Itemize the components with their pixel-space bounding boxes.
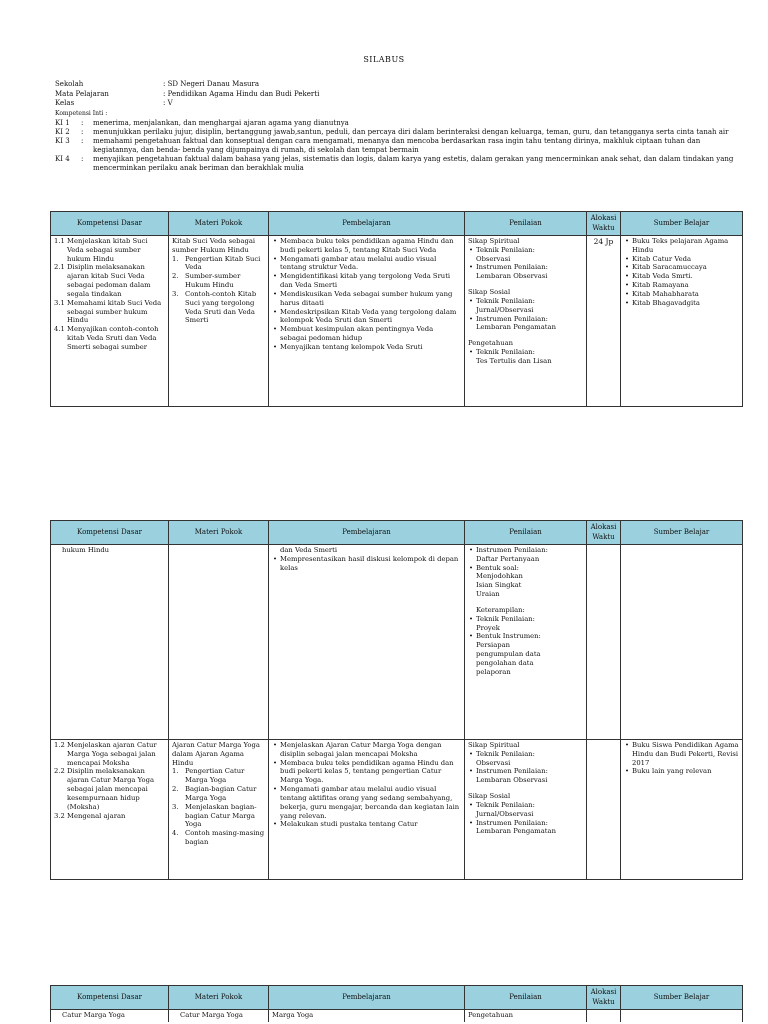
kd-item [54, 767, 165, 811]
list-item: • Kitab Bhagavadgita [624, 299, 739, 308]
cell-pembelajaran [269, 236, 465, 407]
kd-text: Catur Marga Yoga [62, 1011, 125, 1019]
ki-row [55, 128, 735, 137]
kd-text: Menjelaskan kitab Suci Veda sebagai sumber hukum Hindu [67, 237, 148, 263]
cell-alokasi-waktu [587, 1010, 621, 1022]
table-row [51, 1010, 743, 1022]
mp-text: Catur Marga Yoga [180, 1011, 243, 1019]
list-item [468, 615, 583, 633]
pn-heading: Keterampilan: [476, 605, 525, 614]
syllabus-table-1 [50, 211, 743, 407]
list-item: • Mendiskusikan Veda sebagai sumber hukum yang harus ditaati [272, 290, 461, 308]
list-item [468, 246, 583, 264]
list-item [468, 632, 583, 676]
list-item: • Mengamati gambar atau melalui audio visual tentang struktur Veda. [272, 255, 461, 273]
pn-list [468, 348, 583, 366]
list-item: • Membaca buku teks pendidikan agama Hindu dan budi pekerti kelas 5, tentang pengertian Catur Marga Yoga. [272, 759, 461, 785]
info-row-school [55, 80, 735, 90]
info-value: : V [163, 99, 173, 107]
pn-value: Uraian [476, 590, 500, 599]
list-item: • Buku lain yang relevan [624, 767, 739, 776]
cell-kompetensi-dasar [51, 740, 169, 880]
header-materi-pokok: Materi Pokok [169, 212, 269, 236]
list-item [468, 315, 583, 333]
kd-num: 1.2 [54, 741, 65, 749]
mp-num: 1. [172, 254, 179, 263]
mp-item [172, 803, 265, 829]
page-title: SILABUS [363, 55, 405, 64]
table-row [51, 545, 743, 740]
cell-penilaian [465, 740, 587, 880]
header-alokasi-waktu: Alokasi Waktu [587, 986, 621, 1010]
pn-heading: Pengetahuan [468, 339, 514, 348]
pb-continued: dan Veda Smerti [280, 546, 338, 554]
cell-pembelajaran [269, 545, 465, 740]
mp-num: 4. [172, 829, 179, 838]
list-item: • Membaca buku teks pendidikan agama Hindu dan budi pekerti kelas 5, tentang Kitab Suci Veda [272, 237, 461, 255]
pn-value: Menjodohkan [476, 572, 523, 581]
header-materi-pokok: Materi Pokok [169, 521, 269, 545]
table-header-row [51, 212, 743, 236]
header-pembelajaran: Pembelajaran [269, 521, 465, 545]
list-item: • Mengamati gambar atau melalui audio visual tentang aktifitas orang yang sedang sembahyang, bekerja, guru mengajar, bercanda dan kegiatan lain yang relevan. [272, 785, 461, 820]
pn-value: Lembaran Pengamatan [476, 827, 556, 836]
pn-label: • Instrumen Penilaian: [476, 767, 548, 776]
ki-row [55, 119, 735, 128]
ki-text: menunjukkan perilaku jujur, disiplin, bertanggung jawab,santun, peduli, dan percaya diri dalam berinteraksi dengan keluarga, teman, guru, dan tetangganya serta cinta tanah air [93, 127, 729, 136]
pn-label: • Teknik Penilaian: [476, 348, 535, 357]
header-kompetensi-dasar: Kompetensi Dasar [51, 521, 169, 545]
kd-item [54, 812, 165, 821]
header-sumber-belajar: Sumber Belajar [621, 521, 743, 545]
mp-item [172, 290, 265, 325]
kd-num: 3.2 [54, 811, 65, 820]
pn-label: • Teknik Penilaian: [476, 614, 535, 623]
list-item [468, 297, 583, 315]
list-item: • Kitab Catur Veda [624, 255, 739, 264]
kd-num: 1.1 [54, 237, 65, 245]
table-header-row [51, 986, 743, 1010]
cell-materi-pokok [169, 236, 269, 407]
pn-value: Proyek [476, 623, 500, 632]
pn-label: • Teknik Penilaian: [476, 749, 535, 758]
cell-kompetensi-dasar [51, 545, 169, 740]
info-label: Kelas [55, 99, 75, 107]
ki-row [55, 137, 735, 155]
mp-item [172, 767, 265, 785]
pn-heading: Sikap Sosial [468, 792, 511, 801]
mp-num: 1. [172, 767, 179, 776]
cell-kompetensi-dasar [51, 236, 169, 407]
cell-penilaian [465, 1010, 587, 1022]
header-penilaian: Penilaian [465, 986, 587, 1010]
header-penilaian: Penilaian [465, 521, 587, 545]
pn-list [468, 615, 583, 677]
pb-text: Marga Yoga [272, 1011, 314, 1019]
ki-code: KI 1 [55, 118, 70, 127]
pn-label: • Instrumen Penilaian: [476, 818, 548, 827]
ki-sep: : [81, 127, 84, 136]
pn-value: Observasi [476, 254, 511, 263]
pn-value: Tes Tertulis dan Lisan [476, 356, 552, 365]
list-item: • Kitab Veda Smrti. [624, 272, 739, 281]
list-item: • Buku Siswa Pendidikan Agama Hindu dan Budi Pekerti, Revisi 2017 [624, 741, 739, 767]
cell-materi-pokok [169, 1010, 269, 1022]
list-item [468, 819, 583, 837]
list-item: • Kitab Saracamuccaya [624, 263, 739, 272]
ki-sep: : [81, 154, 84, 163]
kd-text: hukum Hindu [62, 546, 110, 554]
pn-label: • Instrumen Penilaian: [476, 314, 548, 323]
mp-intro: Ajaran Catur Marga Yoga dalam Ajaran Agama Hindu [172, 741, 260, 767]
pn-heading: Sikap Spiritual [468, 237, 520, 245]
pn-value: Jurnal/Observasi [476, 305, 534, 314]
kd-text: Memahami kitab Suci Veda sebagai sumber hukum Hindu [67, 298, 162, 325]
mp-item [172, 829, 265, 847]
kd-num: 3.1 [54, 298, 65, 307]
ki-code: KI 2 [55, 127, 70, 136]
pn-list [468, 297, 583, 332]
cell-alokasi-waktu [587, 545, 621, 740]
cell-pembelajaran [269, 1010, 465, 1022]
list-item [468, 801, 583, 819]
kd-item [54, 325, 165, 351]
info-label: Mata Pelajaran [55, 89, 109, 98]
info-value: : SD Negeri Danau Masura [163, 80, 260, 88]
cell-pembelajaran [269, 740, 465, 880]
kd-text: Disiplin melaksanakan ajaran Catur Marga Yoga sebagai jalan mencapai kesempurnaan hidup (Moksha) [67, 767, 155, 811]
header-alokasi-waktu: Alokasi Waktu [587, 212, 621, 236]
table-row [51, 236, 743, 407]
pb-list [272, 237, 461, 352]
list-item: • Kitab Mahabharata [624, 290, 739, 299]
list-item: • Menjelaskan Ajaran Catur Marga Yoga dengan disiplin sebagai jalan mencapai Moksha [272, 741, 461, 759]
mp-text: Contoh masing-masing bagian [185, 829, 265, 847]
mp-item [172, 785, 265, 803]
cell-penilaian [465, 545, 587, 740]
header-materi-pokok: Materi Pokok [169, 986, 269, 1010]
pn-list [468, 246, 583, 281]
kd-text: Menyajikan contoh-contoh kitab Veda Sruti dan Veda Smerti sebagai sumber [67, 325, 159, 351]
pb-list [272, 741, 461, 829]
kd-item [54, 237, 165, 263]
pn-label: • Instrumen Penilaian: [476, 546, 548, 554]
info-row-class [55, 99, 735, 109]
header-penilaian: Penilaian [465, 212, 587, 236]
syllabus-table-2 [50, 520, 743, 880]
list-item: • Menyajikan tentang kelompok Veda Sruti [272, 343, 461, 352]
ki-heading: Kompetensi Inti : [55, 109, 108, 117]
table-row [51, 740, 743, 880]
list-item [468, 348, 583, 366]
header-sumber-belajar: Sumber Belajar [621, 986, 743, 1010]
list-item: • Membuat kesimpulan akan pentingnya Veda sebagai pedoman hidup [272, 325, 461, 343]
cell-sumber-belajar [621, 1010, 743, 1022]
table-header-row [51, 521, 743, 545]
list-item [468, 546, 583, 564]
info-label: Sekolah [55, 80, 84, 88]
mp-num: 2. [172, 785, 179, 794]
sb-list [624, 237, 739, 308]
pn-value: Daftar Pertanyaan [476, 554, 540, 563]
pn-value: Observasi [476, 758, 511, 767]
pn-label: • Teknik Penilaian: [476, 296, 535, 305]
kd-text: Mengenal ajaran [67, 811, 126, 820]
pn-label: • Teknik Penilaian: [476, 800, 535, 809]
list-item: • Melakukan studi pustaka tentang Catur [272, 820, 461, 829]
header-kompetensi-dasar: Kompetensi Dasar [51, 212, 169, 236]
mp-num: 3. [172, 802, 179, 811]
cell-sumber-belajar [621, 740, 743, 880]
mp-text: Bagian-bagian Catur Marga Yoga [185, 785, 257, 802]
mp-num: 2. [172, 272, 179, 281]
cell-alokasi-waktu: 24 Jp [587, 236, 621, 407]
mp-num: 3. [172, 289, 179, 298]
header-sumber-belajar: Sumber Belajar [621, 212, 743, 236]
cell-alokasi-waktu [587, 740, 621, 880]
mp-text: Menjelaskan bagian-bagian Catur Marga Yoga [185, 802, 257, 829]
pn-value: Lembaran Observasi [476, 776, 548, 785]
list-item [468, 263, 583, 281]
mp-text: Sumber-sumber Hukum Hindu [185, 272, 241, 290]
pn-heading: Sikap Sosial [468, 288, 511, 297]
header-kompetensi-dasar: Kompetensi Dasar [51, 986, 169, 1010]
kd-item [54, 741, 165, 767]
ki-text: menerima, menjalankan, dan menghargai ajaran agama yang dianutnya [93, 118, 349, 127]
pb-list [272, 555, 461, 573]
ki-code: KI 4 [55, 154, 70, 163]
pn-list [468, 546, 583, 599]
pn-label: • Instrumen Penilaian: [476, 263, 548, 272]
pn-value: Lembaran Pengamatan [476, 323, 556, 332]
cell-sumber-belajar [621, 236, 743, 407]
mp-text: Pengertian Kitab Suci Veda [185, 254, 261, 272]
mp-item [172, 272, 265, 290]
pn-heading: Sikap Spiritual [468, 741, 520, 749]
list-item [468, 564, 583, 599]
list-item [468, 767, 583, 785]
school-info [55, 80, 735, 173]
pn-value: Isian Singkat [476, 581, 522, 590]
list-item: • Buku Teks pelajaran Agama Hindu [624, 237, 739, 255]
mp-text: Pengertian Catur Marga Yoga [185, 767, 245, 785]
syllabus-table-3 [50, 985, 743, 1022]
pn-label: • Bentuk Instrumen: [476, 632, 541, 641]
kd-item [54, 299, 165, 325]
cell-materi-pokok [169, 740, 269, 880]
kd-text: Menjelaskan ajaran Catur Marga Yoga sebagai jalan mencapai Moksha [67, 741, 157, 767]
cell-sumber-belajar [621, 545, 743, 740]
cell-penilaian [465, 236, 587, 407]
list-item [468, 750, 583, 768]
mp-item [172, 255, 265, 273]
pn-value: Lembaran Observasi [476, 272, 548, 281]
kd-num: 4.1 [54, 325, 65, 334]
ki-code: KI 3 [55, 136, 70, 145]
mp-text: Contoh-contoh Kitab Suci yang tergolong Veda Sruti dan Veda Smerti [185, 289, 257, 325]
cell-materi-pokok [169, 545, 269, 740]
mp-intro: Kitab Suci Veda sebagai sumber Hukum Hindu [172, 237, 256, 254]
kd-num: 2.2 [54, 767, 65, 776]
cell-kompetensi-dasar [51, 1010, 169, 1022]
ki-text: menyajikan pengetahuan faktual dalam bahasa yang jelas, sistematis dan logis, dalam karya yang estetis, dalam gerakan yang mencerminkan anak sehat, dan dalam tindakan yang mencerminkan perilaku anak beriman dan berakhlak mulia [93, 154, 734, 172]
list-item: • Mempresentasikan hasil diskusi kelompok di depan kelas [272, 555, 461, 573]
header-alokasi-waktu: Alokasi Waktu [587, 521, 621, 545]
pn-list [468, 801, 583, 836]
ki-sep: : [81, 136, 84, 145]
pn-label: • Teknik Penilaian: [476, 245, 535, 254]
list-item: • Mengidentifikasi kitab yang tergolong Veda Sruti dan Veda Smerti [272, 272, 461, 290]
list-item: • Mendeskripsikan Kitab Veda yang tergolong dalam kelompok Veda Sruti dan Smerti [272, 308, 461, 326]
pn-label: • Bentuk soal: [476, 563, 519, 572]
ki-text: memahami pengetahuan faktual dan konseptual dengan cara mengamati, menanya dan mencoba berdasarkan rasa ingin tahu tentang dirinya, makhluk ciptaan tuhan dan kegiatannya, dan benda- benda yang dijumpainya di rumah, di sekolah dan tempat bermain [93, 136, 701, 154]
pn-text: Pengetahuan [468, 1011, 514, 1019]
sb-list [624, 741, 739, 776]
list-item: • Kitab Ramayana [624, 281, 739, 290]
ki-sep: : [81, 118, 84, 127]
header-pembelajaran: Pembelajaran [269, 212, 465, 236]
pn-list [468, 750, 583, 785]
info-value: : Pendidikan Agama Hindu dan Budi Pekerti [163, 89, 320, 98]
header-pembelajaran: Pembelajaran [269, 986, 465, 1010]
info-row-subject [55, 90, 735, 100]
pn-value: Persiapan pengumpulan data pengolahan data pelaporan [476, 641, 541, 676]
pn-value: Jurnal/Observasi [476, 809, 534, 818]
kd-text: Disiplin melaksanakan ajaran kitab Suci Veda sebagai pedoman dalam segala tindakan [67, 263, 151, 298]
ki-row [55, 155, 735, 173]
kd-item [54, 263, 165, 298]
kd-num: 2.1 [54, 263, 65, 272]
